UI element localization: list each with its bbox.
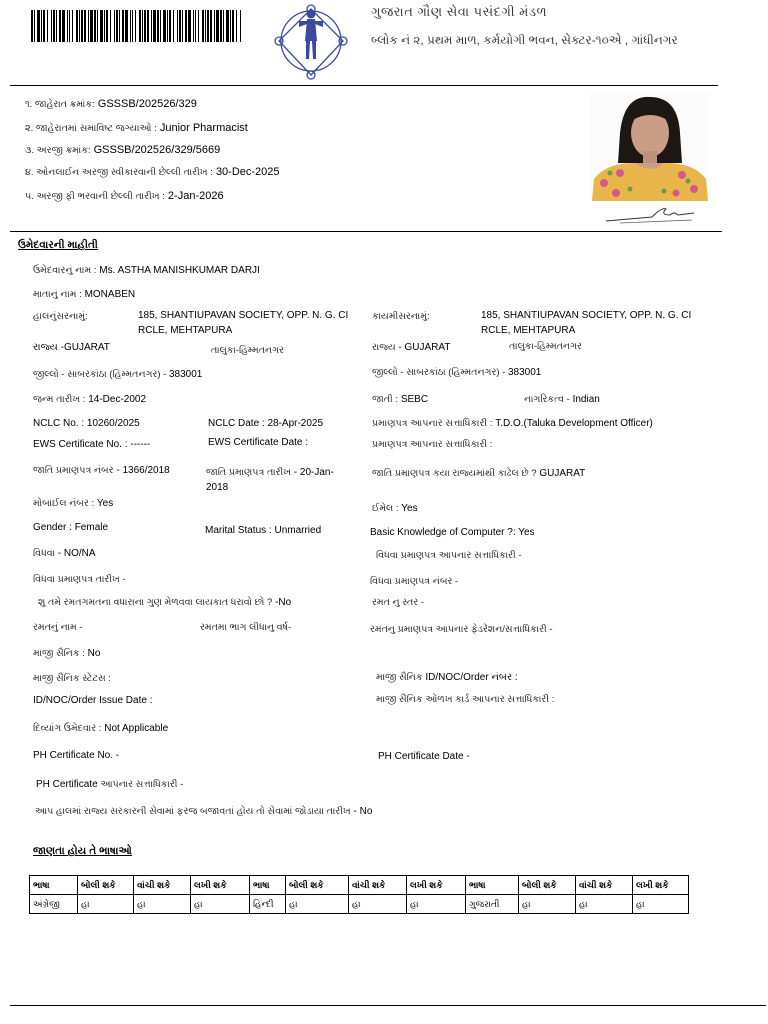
advt-no-line: [25, 98, 197, 110]
header-cell: લખી શકે: [407, 876, 466, 895]
caste-cert-no-value: - 1366/2018: [113, 465, 170, 476]
mother-name-line: [33, 289, 135, 300]
nclc-no: NCLC No. : 10260/2025: [33, 418, 140, 429]
ews-officer-label: પ્રમાણપત્ર આપનાર સત્તાધિકારી :: [372, 439, 493, 450]
caste-cert-no-line: [33, 465, 170, 476]
posts-label: ૨. જાહેરાતમાં સમાવિષ્ટ જગ્યાઓ :: [25, 123, 157, 134]
nclc-date: NCLC Date : 28-Apr-2025: [208, 418, 324, 429]
district-right-label: જીલ્લો - સાબરકાંઠા (હિમ્મતનગર) -: [372, 367, 508, 378]
application-no-value: GSSSB/202526/329/5669: [93, 144, 221, 156]
taluka-right: તાલુકા-હિમ્મતનગર: [509, 341, 582, 352]
advt-no-value: GSSSB/202526/329: [97, 98, 197, 110]
state-left: રાજ્ય -GUJARAT: [33, 342, 110, 353]
gender: Gender : Female: [33, 522, 109, 533]
caste-label: જાતી :: [372, 394, 399, 405]
computer-knowledge: Basic Knowledge of Computer ?: Yes: [370, 527, 535, 538]
data-cell: હા: [633, 895, 689, 914]
data-cell: ગુજરાતી: [466, 895, 519, 914]
cert-officer-label: પ્રમાણપત્ર આપનાર સત્તાધિકારી :: [372, 418, 493, 429]
current-address-value: 185, SHANTIUPAVAN SOCIETY, OPP. N. G. CI RCLE, MEHTAPURA: [138, 310, 349, 336]
ex-serviceman-value: No: [87, 648, 101, 659]
govt-service-label: આપ હાલમાં રાજ્ય સરકારની સેવામાં ફરજ બજાવતાં હોય તો સેવામાં જોડાયા તારીખ: [35, 806, 351, 817]
data-cell: હા: [78, 895, 134, 914]
divyang-value: Not Applicable: [104, 723, 169, 734]
caste-cert-date-line: [206, 465, 356, 495]
caste-cert-state-label: જાતિ પ્રમાણપત્ર કયા રાજ્યમાંથી કાઢેલ છે ?: [372, 468, 537, 479]
mobile-line: [33, 498, 113, 509]
ph-cert-no: PH Certificate No. -: [33, 750, 120, 761]
taluka-left: તાલુકા-હિમ્મતનગર: [211, 345, 284, 356]
district-left: [33, 369, 202, 380]
caste-cert-state-value: GUJARAT: [539, 468, 586, 479]
header-cell: લખી શકે: [633, 876, 689, 895]
candidate-name-line: [33, 265, 260, 276]
caste-cert-date-label: જાતિ પ્રમાણપત્ર તારીખ: [206, 467, 292, 478]
divyang-line: [33, 723, 168, 734]
cert-officer-value: T.D.O.(Taluka Development Officer): [495, 418, 653, 429]
sports-level: રમત નુ સ્તર -: [372, 597, 424, 608]
widow-cert-date: વિધવા પ્રમાણપત્ર તારીખ -: [33, 574, 126, 585]
ex-serviceman-status: માજી સૈનિક સ્ટેટસ :: [33, 673, 111, 684]
sports-participation-year: રમતમા ભાગ લીધાનુ વર્ષ-: [200, 622, 292, 633]
widow-label: વિધવા: [33, 548, 56, 559]
district-right-pin: 383001: [508, 367, 542, 378]
application-no-label: ૩. અરજી ક્રમાંક:: [25, 145, 91, 156]
nationality-line: [524, 394, 600, 405]
candidate-signature: [600, 203, 700, 225]
govt-service-value: - No: [350, 806, 373, 817]
header-cell: વાંચી શકે: [134, 876, 191, 895]
divyang-label: દિવ્યાંગ ઉમેદવાર :: [33, 723, 102, 734]
cert-officer-line: [372, 418, 653, 429]
email-value: Yes: [401, 503, 418, 514]
sports-question-value: -No: [272, 597, 292, 608]
data-cell: હા: [407, 895, 466, 914]
data-cell: હા: [191, 895, 250, 914]
district-left-pin: 383001: [169, 369, 203, 380]
candidate-section-title: ઉમેદવારની માહીતી: [18, 239, 98, 251]
header-cell: વાંચી શકે: [576, 876, 633, 895]
last-date-line: [25, 166, 280, 178]
widow-cert-no: વિધવા પ્રમાણપત્ર નંબર -: [370, 576, 459, 587]
ex-serviceman-id-label: માજી સૈનિક: [376, 672, 423, 683]
email-line: [372, 503, 418, 514]
footer-divider: [10, 1005, 766, 1006]
data-cell: હા: [519, 895, 576, 914]
candidate-photo: [590, 93, 708, 201]
govt-service-line: [35, 806, 372, 817]
data-cell: હા: [134, 895, 191, 914]
data-cell: હિન્દી: [250, 895, 286, 914]
sports-cert-officer: રમતનુ પ્રમાણપત્ર આપનાર ફેડરેશન/સત્તાધિકારી -: [370, 624, 553, 635]
languages-table: [29, 875, 689, 914]
data-cell: હા: [576, 895, 633, 914]
mother-name-value: MONABEN: [84, 289, 136, 300]
ph-officer-line: [36, 779, 183, 790]
data-cell: હા: [349, 895, 407, 914]
candidate-name-label: ઉમેદવારનું નામ :: [33, 265, 97, 276]
languages-data-row: [30, 895, 689, 914]
permanent-address-value: 185, SHANTIUPAVAN SOCIETY, OPP. N. G. CI RCLE, MEHTAPURA: [481, 310, 692, 336]
fee-date-line: [25, 190, 224, 202]
languages-header-row: [30, 876, 689, 895]
state-right-label: રાજ્ય: [372, 342, 396, 353]
state-right-value: - GUJARAT: [395, 342, 451, 353]
mobile-label: મોબાઈલ નંબર :: [33, 498, 95, 509]
header-cell: ભાષા: [250, 876, 286, 895]
ews-cert-no: EWS Certificate No. : ------: [33, 439, 151, 450]
widow-officer: વિધવા પ્રમાણપત્ર આપનાર સત્તાધિકારી -: [376, 550, 522, 561]
org-name: ગુજરાત ગૌણ સેવા પસંદગી મંડળ: [371, 4, 548, 19]
header-cell: બોલી શકે: [519, 876, 576, 895]
ews-cert-date: EWS Certificate Date :: [208, 437, 309, 448]
caste-cert-date-value: - 20-Jan-2018: [206, 467, 334, 493]
permanent-address-label: કાયમીસરનામું:: [372, 311, 430, 322]
nationality-value: Indian: [572, 394, 600, 405]
caste-line: [372, 394, 428, 405]
fee-date-value: 2-Jan-2026: [167, 190, 224, 202]
header-cell: ભાષા: [30, 876, 78, 895]
posts-line: [25, 122, 248, 134]
last-date-value: 30-Dec-2025: [215, 166, 280, 178]
widow-value: - NO/NA: [55, 548, 96, 559]
dob-label: જન્મ તારીખ :: [33, 394, 86, 405]
widow-line: [33, 548, 96, 559]
caste-cert-state-line: [372, 468, 585, 479]
ex-serviceman-id-line: [376, 672, 518, 683]
candidate-name-value: Ms. ASTHA MANISHKUMAR DARJI: [99, 265, 260, 276]
advt-no-label: ૧. જાહેરાત ક્રમાંક:: [25, 99, 95, 110]
data-cell: હા: [286, 895, 349, 914]
nationality-label: નાગરિકત્વ -: [524, 394, 570, 405]
application-no-line: [25, 144, 220, 156]
email-label: ઈમેલ :: [372, 503, 399, 514]
marital-status: Marital Status : Unmarried: [205, 525, 322, 536]
ph-cert-date: PH Certificate Date -: [378, 751, 470, 762]
last-date-label: ૪. ઓનલાઈન અરજી સ્વીકારવાની છેલ્લી તારીખ :: [25, 167, 213, 178]
district-right: [372, 367, 541, 378]
mother-name-label: માતાનું નામ :: [33, 289, 82, 300]
sports-question-label: શુ તમે રમતગમતના વધારાના ગુણ મેળવવા લાયકાત ધરાવો છો ?: [38, 597, 273, 608]
barcode: [31, 10, 241, 42]
ex-serviceman-issue-date: ID/NOC/Order Issue Date :: [33, 695, 153, 706]
sports-name: રમતનું નામ -: [33, 622, 83, 633]
header-cell: વાંચી શકે: [349, 876, 407, 895]
header-cell: લખી શકે: [191, 876, 250, 895]
ph-officer-prefix: PH Certificate: [36, 779, 98, 790]
state-right: [372, 342, 450, 353]
ex-serviceman-id-value: ID/NOC/Order નંબર :: [425, 672, 518, 683]
fee-date-label: ૫. અરજી ફી ભરવાની છેલ્લી તારીખ :: [25, 191, 165, 202]
ex-serviceman-label: માજી સૈનિક :: [33, 648, 85, 659]
posts-value: Junior Pharmacist: [159, 122, 248, 134]
dob-value: 14-Dec-2002: [88, 394, 147, 405]
caste-value: SEBC: [400, 394, 429, 405]
header-cell: બોલી શકે: [286, 876, 349, 895]
header-cell: બોલી શકે: [78, 876, 134, 895]
languages-title: જાણતા હોય તે ભાષાઓ: [33, 845, 132, 857]
ex-serviceman-officer: માજી સૈનિક ઓળખ કાર્ડ આપનાર સત્તાધિકારી :: [376, 694, 555, 705]
gsssb-logo: [263, 1, 359, 81]
caste-cert-no-label: જાતિ પ્રમાણપત્ર નંબર: [33, 465, 114, 476]
section-divider: [10, 231, 722, 232]
current-address-label: હાલનુંસરનામું:: [33, 311, 88, 322]
district-left-label: જીલ્લો - સાબરકાંઠા (હિમ્મતનગર) -: [33, 369, 169, 380]
data-cell: અંગ્રેજી: [30, 895, 78, 914]
org-address: બ્લોક નં ૨, પ્રથમ માળ, કર્મયોગી ભવન, સેક્ટર-૧૦એ , ગાંધીનગર: [371, 33, 678, 47]
ph-officer-suffix: આપનાર સત્તાધિકારી -: [100, 779, 184, 790]
ex-serviceman-line: [33, 648, 100, 659]
dob-line: [33, 394, 146, 405]
sports-question-line: [38, 597, 291, 608]
mobile-value: Yes: [96, 498, 114, 509]
header-divider: [10, 85, 718, 86]
header-cell: ભાષા: [466, 876, 519, 895]
